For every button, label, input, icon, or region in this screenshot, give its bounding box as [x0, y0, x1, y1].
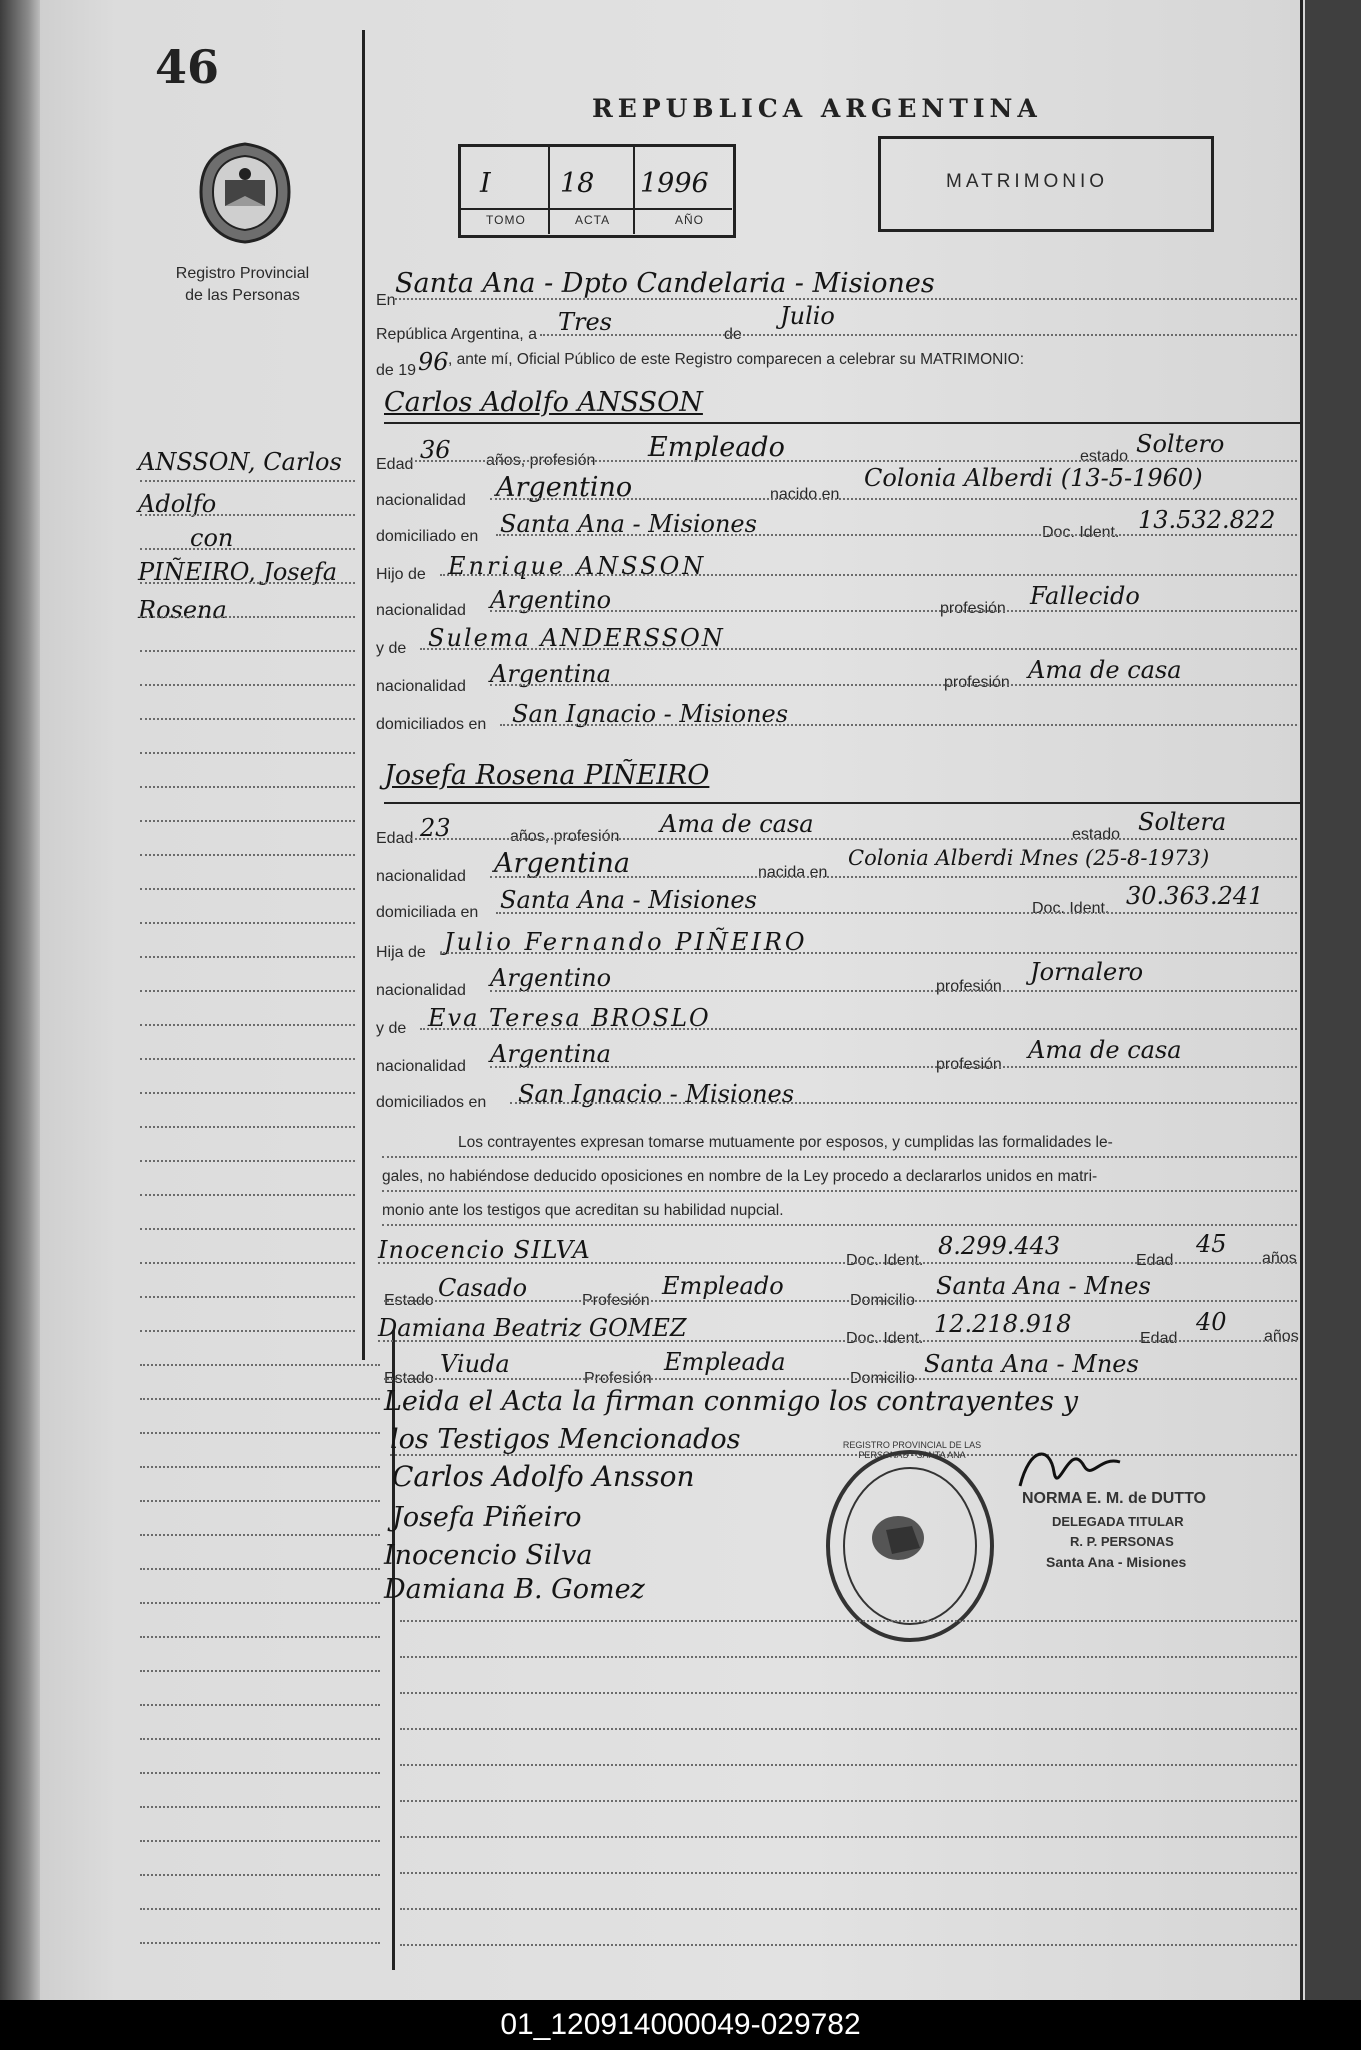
- official-round-stamp-icon: [822, 1446, 998, 1646]
- witness1-dom-label: Domicilio: [850, 1292, 915, 1309]
- bride-doc: 30.363.241: [1126, 882, 1264, 910]
- groom-mother-nac-label: nacionalidad: [376, 678, 466, 695]
- margin-rule-line: [140, 1602, 380, 1604]
- bride-edad-label: Edad: [376, 830, 414, 847]
- section-rule: [384, 802, 1300, 804]
- witness2-estado-label: Estado: [384, 1370, 434, 1387]
- witness2-doc-label: Doc. Ident.: [846, 1330, 924, 1347]
- groom-edad-label: Edad: [376, 456, 414, 473]
- page-edge: [1305, 0, 1361, 2000]
- margin-note-line: Rosena: [138, 596, 227, 624]
- book-spine-shadow: [0, 0, 40, 2000]
- margin-rule-line: [140, 1704, 380, 1706]
- bride-nac-label: nacionalidad: [376, 868, 466, 885]
- provincial-seal-icon: [195, 140, 295, 246]
- witness2-name: Damiana Beatriz GOMEZ: [378, 1314, 687, 1342]
- margin-note-line: PIÑEIRO, Josefa: [138, 558, 338, 586]
- bride-mother-nac: Argentina: [490, 1040, 611, 1068]
- year-suffix: 96: [418, 348, 449, 376]
- registry-divider: [633, 146, 635, 234]
- margin-rule-line: [140, 1636, 380, 1638]
- margin-rule-line: [140, 990, 355, 992]
- groom-edad: 36: [420, 436, 451, 464]
- ano-label: AÑO: [675, 213, 705, 227]
- field-rule: [490, 610, 1297, 612]
- bride-parents-dom-label: domiciliados en: [376, 1094, 487, 1111]
- record-type: MATRIMONIO: [946, 171, 1109, 192]
- field-rule: [395, 298, 1297, 300]
- bride-nacionalidad: Argentina: [494, 848, 631, 879]
- margin-rule-line: [140, 1500, 380, 1502]
- bride-nacida: Colonia Alberdi Mnes (25-8-1973): [848, 846, 1210, 870]
- registry-divider: [548, 146, 550, 234]
- groom-nacido-label: nacido en: [770, 486, 840, 503]
- official-office: R. P. PERSONAS: [1070, 1534, 1174, 1549]
- margin-rule-line: [140, 1942, 380, 1944]
- bride-yde-label: y de: [376, 1020, 407, 1037]
- witness1-edad: 45: [1196, 1230, 1227, 1258]
- groom-nacionalidad: Argentino: [496, 472, 633, 503]
- field-rule: [496, 912, 1297, 914]
- groom-domicilio: Santa Ana - Misiones: [500, 510, 757, 538]
- field-rule: [490, 1066, 1297, 1068]
- field-rule: [490, 876, 1297, 878]
- bride-hija-label: Hija de: [376, 944, 426, 961]
- body-rule-line: [400, 1692, 1297, 1694]
- margin-rule-line: [140, 1126, 355, 1128]
- day-value: Tres: [558, 308, 612, 336]
- groom-mother: Sulema ANDERSSON: [428, 624, 725, 652]
- witness1-domicilio: Santa Ana - Mnes: [936, 1272, 1151, 1300]
- bride-father-prof-label: profesión: [936, 978, 1002, 995]
- field-rule: [420, 1028, 1297, 1030]
- witness1-estado-label: Estado: [384, 1292, 434, 1309]
- groom-mother-nac: Argentina: [490, 660, 611, 688]
- groom-nacido: Colonia Alberdi (13-5-1960): [864, 464, 1203, 492]
- margin-rule-line: [140, 1806, 380, 1808]
- witness1-name: Inocencio SILVA: [378, 1236, 591, 1264]
- groom-father-nac-label: nacionalidad: [376, 602, 466, 619]
- margin-rule-line: [140, 582, 355, 584]
- bride-mother-prof-label: profesión: [936, 1056, 1002, 1073]
- groom-prof-label: años, profesión: [486, 452, 596, 469]
- bride-estado: Soltera: [1138, 808, 1227, 836]
- witness1-edad-label: Edad: [1136, 1252, 1174, 1269]
- margin-rule-line: [140, 1058, 355, 1060]
- body-rule-line: [400, 1836, 1297, 1838]
- margin-rule-line: [140, 1092, 355, 1094]
- margin-rule-line: [140, 1874, 380, 1876]
- section-rule: [384, 422, 1300, 424]
- margin-rule-line: [140, 752, 355, 754]
- witness2-edad-label: Edad: [1140, 1330, 1178, 1347]
- field-rule: [384, 1300, 1297, 1302]
- field-rule: [490, 684, 1297, 686]
- place-value: Santa Ana - Dpto Candelaria - Misiones: [395, 268, 935, 299]
- official-title: DELEGADA TITULAR: [1052, 1514, 1184, 1529]
- groom-father-prof-label: profesión: [940, 600, 1006, 617]
- bride-father-nac: Argentino: [490, 964, 612, 992]
- groom-mother-prof-label: profesión: [944, 674, 1010, 691]
- margin-rule-line: [140, 1296, 355, 1298]
- declaration-line: gales, no habiéndose deducido oposiciones en nombre de la Ley procedo a declararlos unidos en matri-: [382, 1168, 1098, 1185]
- bride-mother: Eva Teresa BROSLO: [428, 1004, 711, 1032]
- margin-note-line: con: [190, 524, 234, 552]
- bride-mother-nac-label: nacionalidad: [376, 1058, 466, 1075]
- tomo-value: I: [480, 168, 491, 199]
- header-title: REPUBLICA ARGENTINA: [592, 94, 1042, 123]
- de-label: de: [724, 326, 742, 343]
- groom-name: Carlos Adolfo ANSSON: [384, 387, 703, 418]
- margin-rule-line: [140, 1534, 380, 1536]
- groom-father-nac: Argentino: [490, 586, 612, 614]
- declaration-line: monio ante los testigos que acreditan su habilidad nupcial.: [382, 1202, 784, 1219]
- margin-rule-line: [140, 616, 355, 618]
- margin-rule-line: [140, 480, 355, 482]
- bride-parents-dom: San Ignacio - Misiones: [518, 1080, 795, 1108]
- margin-rule-line: [140, 1466, 380, 1468]
- witness1-prof-label: Profesión: [582, 1292, 650, 1309]
- footer-id: 01_120914000049-029782: [0, 2000, 1361, 2050]
- body-rule-line: [400, 1728, 1297, 1730]
- margin-rule-line: [140, 956, 355, 958]
- witness1-doc: 8.299.443: [938, 1232, 1061, 1260]
- bride-profesion: Ama de casa: [660, 810, 814, 838]
- margin-rule-line: [140, 1398, 380, 1400]
- bride-nacida-label: nacida en: [758, 864, 828, 881]
- body-rule-line: [400, 1944, 1297, 1946]
- field-rule: [410, 838, 1297, 840]
- official-location: Santa Ana - Misiones: [1046, 1554, 1187, 1570]
- field-rule: [410, 460, 1297, 462]
- margin-rule-line: [140, 548, 355, 550]
- field-rule: [384, 1378, 1297, 1380]
- groom-hijo-label: Hijo de: [376, 566, 426, 583]
- margin-rule-line: [140, 1160, 355, 1162]
- witness2-doc: 12.218.918: [934, 1310, 1072, 1338]
- bride-domicilio: Santa Ana - Misiones: [500, 886, 757, 914]
- en-label: En: [376, 292, 396, 309]
- field-rule: [382, 1190, 1297, 1192]
- groom-parents-dom-label: domiciliados en: [376, 716, 487, 733]
- groom-doc: 13.532.822: [1138, 506, 1276, 534]
- field-rule: [382, 1224, 1297, 1226]
- margin-rule-line: [140, 1262, 355, 1264]
- groom-estado-label: estado: [1080, 448, 1129, 465]
- margin-note-line: Adolfo: [138, 490, 217, 518]
- page-number: 46: [155, 40, 220, 94]
- margin-rule-line: [140, 1228, 355, 1230]
- witness2-anos-label: años: [1264, 1328, 1299, 1345]
- witness2-domicilio: Santa Ana - Mnes: [924, 1350, 1139, 1378]
- closing-line: Leida el Acta la firman conmigo los contrayentes y: [384, 1386, 1078, 1417]
- margin-rule-line: [140, 718, 355, 720]
- intro-text: , ante mí, Oficial Público de este Registro comparecen a celebrar su MATRIMONIO:: [448, 351, 1025, 368]
- declaration-line: Los contrayentes expresan tomarse mutuamente por esposos, y cumplidas las formalidades le-: [458, 1134, 1113, 1151]
- field-rule: [378, 1262, 1297, 1264]
- official-name: NORMA E. M. de DUTTO: [1022, 1490, 1206, 1507]
- margin-rule-line: [140, 820, 355, 822]
- bride-name: Josefa Rosena PIÑEIRO: [384, 760, 710, 791]
- body-rule-line: [400, 1656, 1297, 1658]
- rep-label: República Argentina, a: [376, 326, 537, 343]
- margin-rule-line: [140, 684, 355, 686]
- bride-estado-label: estado: [1072, 826, 1121, 843]
- margin-rule-line: [140, 1908, 380, 1910]
- groom-mother-prof: Ama de casa: [1028, 656, 1182, 684]
- witness1-anos-label: años: [1262, 1250, 1297, 1267]
- margin-rule-line: [140, 1330, 355, 1332]
- groom-estado: Soltero: [1136, 430, 1225, 458]
- field-rule: [440, 952, 1297, 954]
- margin-rule-line: [140, 514, 355, 516]
- margin-rule-line: [140, 1738, 380, 1740]
- official-signature-icon: [1010, 1436, 1130, 1496]
- registry-box-underline: [460, 208, 732, 210]
- month-value: Julio: [780, 302, 835, 330]
- field-rule: [378, 1340, 1297, 1342]
- tomo-label: TOMO: [486, 213, 526, 227]
- bride-mother-prof: Ama de casa: [1028, 1036, 1182, 1064]
- ano-value: 1996: [640, 168, 709, 199]
- bride-father-prof: Jornalero: [1030, 958, 1144, 986]
- margin-rule-line: [140, 1772, 380, 1774]
- field-rule: [420, 648, 1297, 650]
- margin-rule-line: [140, 888, 355, 890]
- groom-nac-label: nacionalidad: [376, 492, 466, 509]
- witness1-doc-label: Doc. Ident.: [846, 1252, 924, 1269]
- witness2-prof-label: Profesión: [584, 1370, 652, 1387]
- field-rule: [382, 1156, 1297, 1158]
- field-rule: [496, 534, 1297, 536]
- margin-rule-line: [140, 1024, 355, 1026]
- field-rule: [490, 990, 1297, 992]
- groom-yde-label: y de: [376, 640, 407, 657]
- groom-dom-label: domiciliado en: [376, 528, 479, 545]
- margin-rule-line: [140, 1194, 355, 1196]
- margin-rule-line: [140, 854, 355, 856]
- margin-rule-line: [140, 1568, 380, 1570]
- field-rule: [490, 498, 1297, 500]
- signature: Carlos Adolfo Ansson: [392, 1460, 695, 1493]
- witness1-profesion: Empleado: [662, 1272, 784, 1300]
- groom-doc-label: Doc. Ident.: [1042, 524, 1120, 541]
- body-rule-line: [400, 1764, 1297, 1766]
- body-rule-line: [400, 1908, 1297, 1910]
- groom-profesion: Empleado: [648, 432, 785, 463]
- field-rule: [500, 724, 1297, 726]
- right-rule: [1300, 0, 1303, 2000]
- groom-father: Enrique ANSSON: [448, 552, 707, 580]
- witness2-edad: 40: [1196, 1308, 1227, 1336]
- margin-rule-line: [140, 1364, 380, 1366]
- bride-doc-label: Doc. Ident.: [1032, 900, 1110, 917]
- body-rule-line: [400, 1620, 1297, 1622]
- acta-value: 18: [560, 168, 595, 199]
- margin-rule-line: [140, 1432, 380, 1434]
- year-prefix: de 19: [376, 362, 417, 379]
- closing-line: los Testigos Mencionados: [390, 1424, 741, 1455]
- witness2-dom-label: Domicilio: [850, 1370, 915, 1387]
- bride-edad: 23: [420, 814, 451, 842]
- signature: Inocencio Silva: [384, 1540, 593, 1571]
- round-stamp-text: REGISTRO PROVINCIAL DE LAS PERSONAS - SANTA ANA: [842, 1440, 982, 1460]
- field-rule: [440, 574, 1297, 576]
- field-rule: [510, 1102, 1297, 1104]
- body-rule-line: [400, 1872, 1297, 1874]
- bride-father-nac-label: nacionalidad: [376, 982, 466, 999]
- margin-rule: [362, 30, 365, 1360]
- groom-parents-dom: San Ignacio - Misiones: [512, 700, 789, 728]
- signature: Damiana B. Gomez: [384, 1574, 645, 1605]
- margin-rule-line: [140, 922, 355, 924]
- witness2-profesion: Empleada: [664, 1348, 786, 1376]
- margin-note-line: ANSSON, Carlos: [138, 448, 342, 476]
- bride-dom-label: domiciliada en: [376, 904, 479, 921]
- field-rule: [540, 334, 1297, 336]
- seal-caption: Registro Provincial de las Personas: [175, 265, 310, 304]
- bride-father: Julio Fernando PIÑEIRO: [444, 928, 808, 956]
- signature: Josefa Piñeiro: [392, 1502, 582, 1533]
- witness1-estado: Casado: [438, 1274, 528, 1302]
- margin-rule-line: [140, 1670, 380, 1672]
- witness2-estado: Viuda: [440, 1350, 510, 1378]
- bride-prof-label: años, profesión: [510, 828, 620, 845]
- acta-label: ACTA: [575, 213, 611, 227]
- margin-rule-line: [140, 1840, 380, 1842]
- body-rule-line: [400, 1800, 1297, 1802]
- margin-rule-line: [140, 650, 355, 652]
- margin-rule-line: [140, 786, 355, 788]
- groom-father-prof: Fallecido: [1030, 582, 1140, 610]
